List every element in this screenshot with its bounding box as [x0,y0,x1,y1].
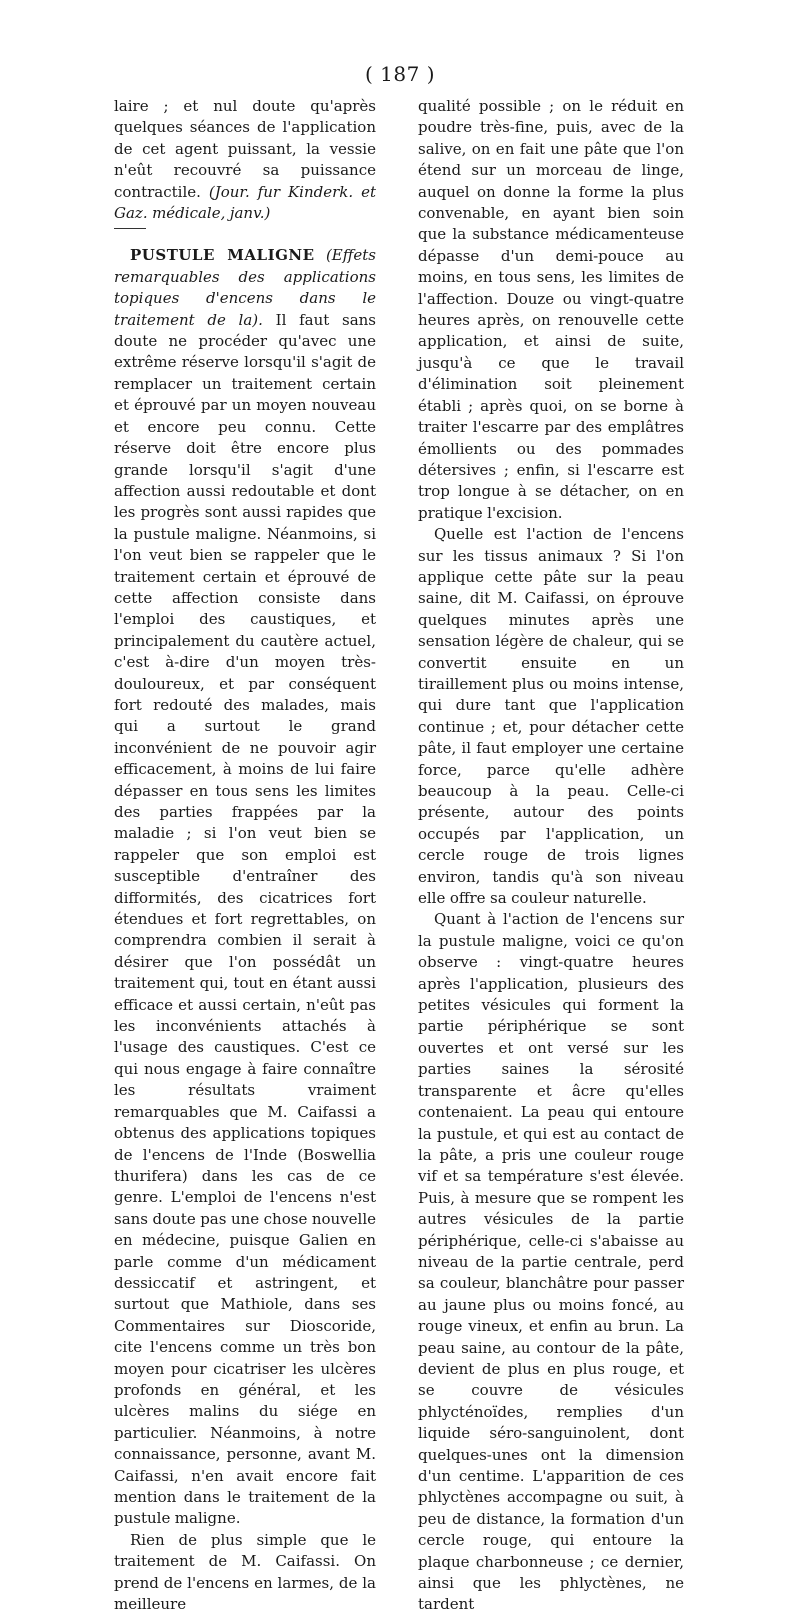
entry-paragraph [114,245,376,1529]
continuation-body: laire ; et nul doute qu'après quelques séances de l'application de cet agent puissant, la vessie n'eût recouvré sa puissance contractile. [114,97,376,201]
paragraph: Quant à l'action de l'encens sur la pustule maligne, voici ce qu'on observe : vingt-quatre heures après l'application, plusieurs des petites vésicules qui forment la partie périphérique se sont ouvertes et ont versé sur les parties saines la sérosité transparente et âcre qu'elles contenaient. La peau qui entoure la pustule, et qui est au contact de la pâte, a pris une couleur rouge vif et sa température s'est élevée. Puis, à mesure que se rompent les autres vésicules de la partie périphérique, celle-ci s'abaisse au niveau de la partie centrale, perd sa couleur, blanchâtre pour passer au jaune plus ou moins foncé, au rouge vineux, et enfin au brun. La peau saine, au contour de la pâte, devient de plus en plus rouge, et se couvre de vésicules phlycténoïdes, remplies d'un liquide séro-sanguinolent, dont quelques-unes ont la dimension d'un centime. L'apparition de ces phlyctènes accompagne ou suit, à peu de distance, la formation d'un cercle rouge, qui entoure la plaque charbonneuse ; ce dernier, ainsi que les phlyctènes, ne tardent [418,910,684,1614]
entry-body: Il faut sans doute ne procéder qu'avec une extrême réserve lorsqu'il s'agit de remplacer un traitement certain et éprouvé par un moyen nouveau et encore peu connu. Cette réserve doit être encore plus grande lorsqu'il s'agit d'une affection aussi redoutable et dont les progrès sont aussi rapides que la pustule maligne. Néanmoins, si l'on veut bien se rappeler que le traitement certain et éprouvé de cette affection consiste dans l'emploi des caustiques, et principalement du cautère actuel, c'est à-dire d'un moyen très-douloureux, et par conséquent fort redouté des malades, mais qui a surtout le grand inconvénient de ne pouvoir agir efficacement, à moins de lui faire dépasser en tous sens les limites des parties frappées par la maladie ; si l'on veut bien se rappeler que son emploi est susceptible d'entraîner des difformités, des cicatrices fort étendues et fort regrettables, on comprendra combien il serait à désirer que l'on possédât un traitement qui, tout en étant aussi efficace et aussi certain, n'eût pas les inconvénients attachés à l'usage des caustiques. C'est ce qui nous engage à faire connaître les résultats vraiment remarquables que M. Caifassi a obtenus des applications topiques de l'encens de l'Inde (Boswellia thurifera) dans les cas de ce genre. L'emploi de l'encens n'est sans doute pas une chose nouvelle en médecine, puisque Galien en parle comme d'un médicament dessiccatif et astringent, et surtout que Mathiole, dans ses Commentaires sur Dioscoride, cite l'encens comme un très bon moyen pour cicatriser les ulcères profonds en général, et les ulcères malins du siége en particulier. Néanmoins, à notre connaissance, personne, avant M. Caifassi, n'en avait encore fait mention dans le traitement de la pustule maligne. [114,310,377,1528]
entry-title: PUSTULE MALIGNE [130,246,315,265]
page-number: ( 187 ) [365,62,435,86]
section-rule [114,228,146,229]
journal-reference: (Jour. fur Kinderk. et Gaz. médicale, janv.) [114,182,376,223]
right-column [418,96,684,1616]
entry-subtitle: (Effets remarquables des applications topiques d'encens dans le traitement de la). [114,246,376,329]
paragraph: qualité possible ; on le réduit en poudre très-fine, puis, avec de la salive, on en fait une pâte que l'on étend sur un morceau de linge, auquel on donne la forme la plus convenable, en ayant bien soin que la substance médicamenteuse dépasse d'un demi-pouce au moins, en tous sens, les limites de l'affection. Douze ou vingt-quatre heures après, on renouvelle cette application, et ainsi de suite, jusqu'à ce que le travail d'élimination soit pleinement établi ; après quoi, on se borne à traiter l'escarre par des emplâtres émollients ou des pommades détersives ; enfin, si l'escarre est trop longue à se détacher, on en pratique l'excision. [418,97,684,522]
paragraph: Rien de plus simple que le traitement de M. Caifassi. On prend de l'encens en larmes, de la meilleure [114,1530,376,1614]
paragraph: Quelle est l'action de l'encens sur les tissus animaux ? Si l'on applique cette pâte sur la peau saine, dit M. Caifassi, on éprouve quelques minutes après une sensation légère de chaleur, qui se convertit ensuite en un tiraillement plus ou moins intense, qui dure tant que l'application continue ; et, pour détacher cette pâte, il faut employer une certaine force, parce qu'elle adhère beaucoup à la peau. Celle-ci présente, autour des points occupés par l'application, un cercle rouge de trois lignes environ, tandis qu'à son niveau elle offre sa couleur naturelle. [418,525,684,908]
continuation-text [114,96,376,224]
left-column [114,96,376,1615]
